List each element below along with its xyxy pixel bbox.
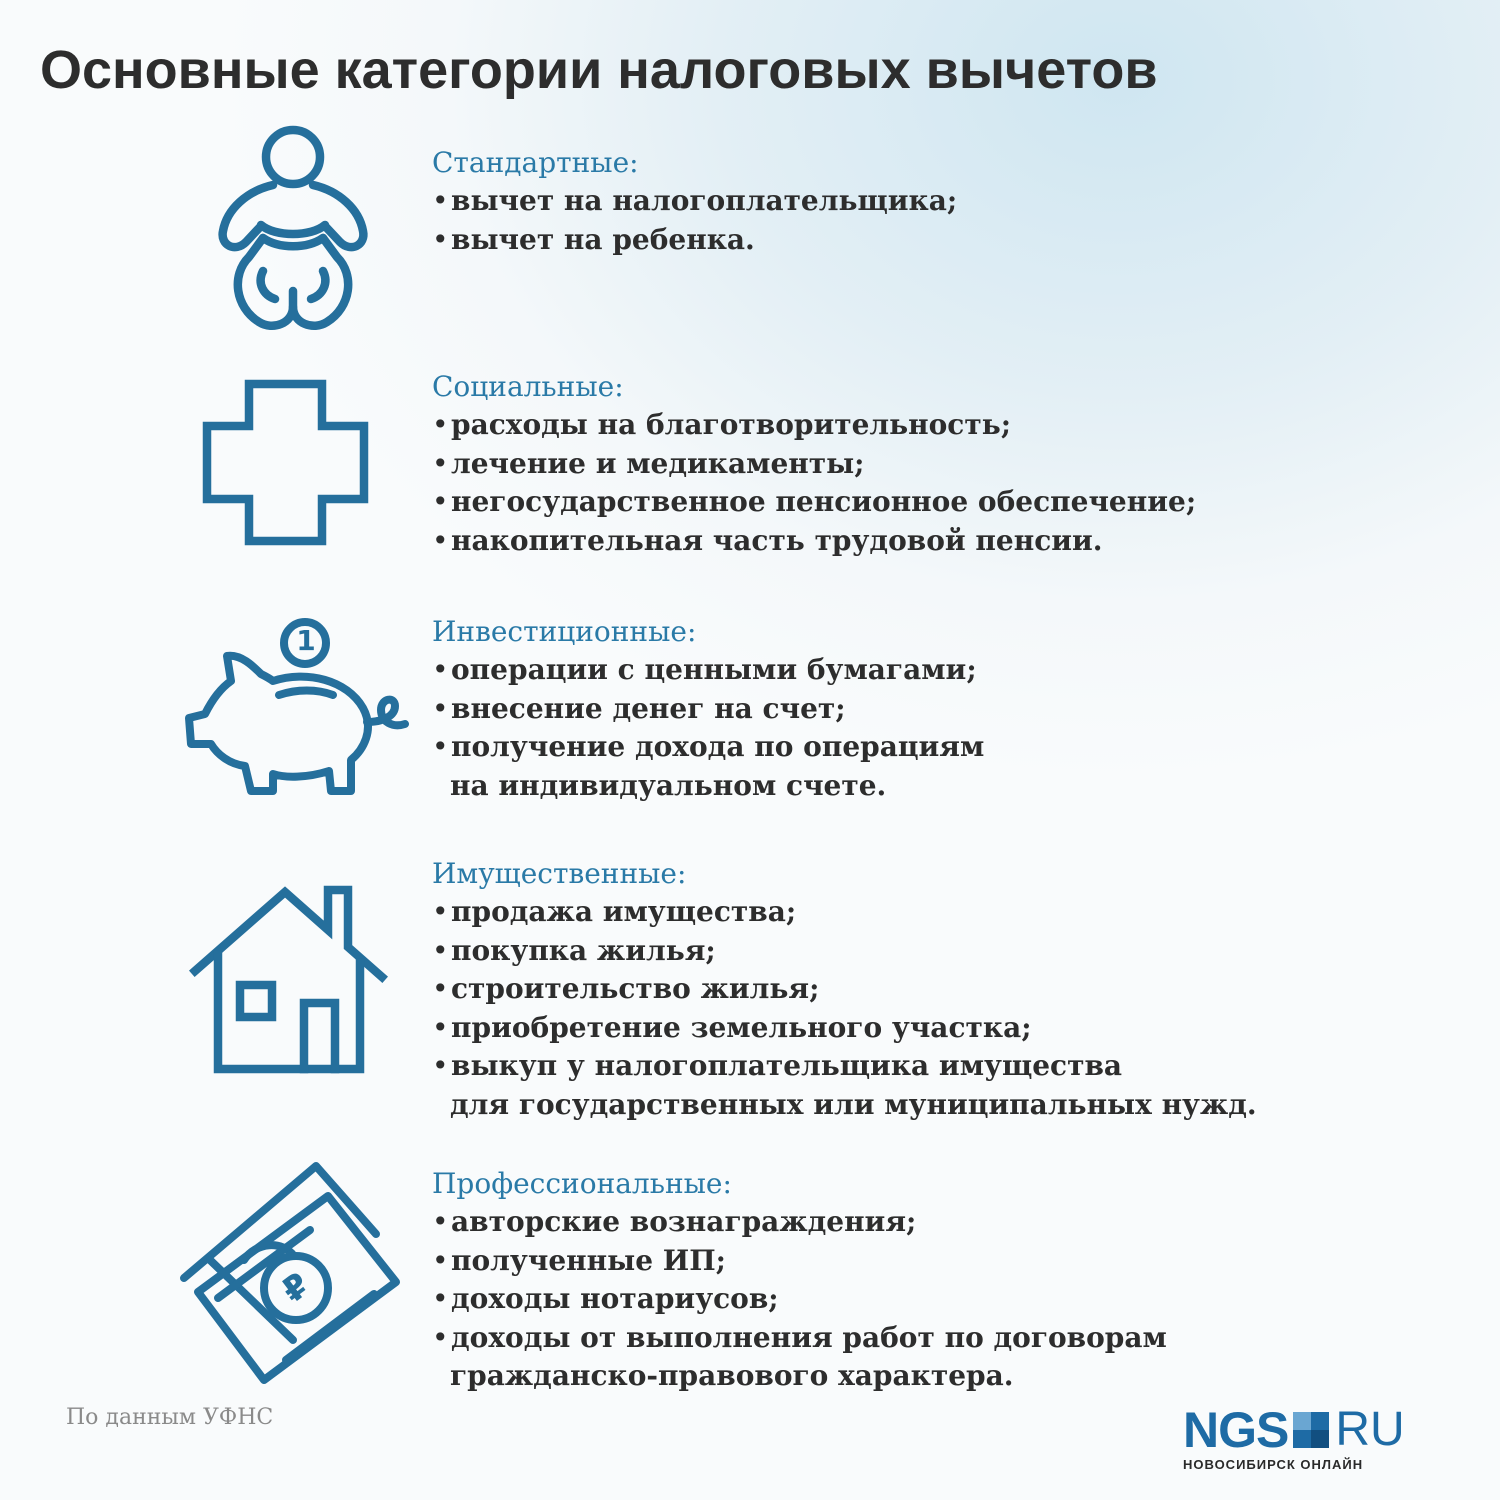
list-item: •вычет на ребенка. <box>432 221 957 260</box>
list-item-continuation: для государственных или муниципальных нужд. <box>450 1087 1257 1121</box>
house-icon <box>190 885 388 1075</box>
list-item: •полученные ИП; <box>432 1242 1167 1281</box>
ngs-logo <box>1183 1402 1405 1472</box>
bullet: • <box>432 933 449 967</box>
list-item-continuation: на индивидуальном счете. <box>450 768 887 802</box>
medical-cross-icon <box>203 380 368 545</box>
section-standard <box>432 144 957 259</box>
source-note: По данным УФНС <box>66 1405 274 1430</box>
section-investment <box>432 613 984 805</box>
list-item: •приобретение земельного участка; <box>432 1009 1257 1048</box>
bullet: • <box>432 972 449 1005</box>
bullet: • <box>432 895 449 928</box>
bullet: • <box>432 730 449 763</box>
logo-ngs-text: NGS <box>1183 1402 1289 1458</box>
bullet: • <box>432 446 449 480</box>
page-title: Основные категории налоговых вычетов <box>40 40 1158 100</box>
bullet: • <box>432 1205 449 1238</box>
list-item: •получение дохода по операциям <box>432 728 984 767</box>
section-heading: Социальные: <box>432 370 624 403</box>
baby-icon <box>215 125 370 330</box>
bullet: • <box>432 408 449 441</box>
bullet: • <box>432 1243 449 1277</box>
list-item-continuation: гражданско-правового характера. <box>450 1359 1014 1392</box>
bullet: • <box>432 485 449 518</box>
logo-tagline: НОВОСИБИРСК ОНЛАЙН <box>1183 1457 1364 1472</box>
bullet: • <box>432 1320 449 1354</box>
list-item: •доходы от выполнения работ по договорам <box>432 1319 1167 1358</box>
logo-square-icon <box>1293 1412 1329 1448</box>
section-heading: Профессиональные: <box>432 1167 732 1200</box>
coin-digit-label: 1 <box>296 624 316 657</box>
bullet: • <box>432 1010 449 1044</box>
list-item: •лечение и медикаменты; <box>432 445 1196 484</box>
list-item: •операции с ценными бумагами; <box>432 651 984 690</box>
section-heading: Имущественные: <box>432 857 687 890</box>
list-item: •расходы на благотворительность; <box>432 406 1196 445</box>
bullet: • <box>432 523 449 557</box>
list-item: •продажа имущества; <box>432 893 1257 932</box>
bullet: • <box>432 1049 449 1082</box>
section-heading: Инвестиционные: <box>432 615 697 648</box>
list-item: •внесение денег на счет; <box>432 690 984 729</box>
bullet: • <box>432 184 449 217</box>
list-item: •вычет на налогоплательщика; <box>432 182 957 221</box>
bullet: • <box>432 1282 449 1315</box>
list-item: •негосударственное пенсионное обеспечение; <box>432 483 1196 522</box>
bullet: • <box>432 222 449 256</box>
list-item: •строительство жилья; <box>432 970 1257 1009</box>
list-item: •накопительная часть трудовой пенсии. <box>432 522 1196 561</box>
ruble-symbol: ₽ <box>274 1264 318 1312</box>
section-heading: Стандартные: <box>432 146 639 179</box>
list-item: •выкуп у налогоплательщика имущества <box>432 1047 1257 1086</box>
section-social <box>432 368 1196 560</box>
list-item: •доходы нотариусов; <box>432 1280 1167 1319</box>
section-property <box>432 855 1257 1124</box>
bullet: • <box>432 691 449 725</box>
list-item: •авторские вознаграждения; <box>432 1203 1167 1242</box>
logo-ru-text: RU <box>1335 1403 1405 1456</box>
bullet: • <box>432 653 449 686</box>
list-item: •покупка жилья; <box>432 932 1257 971</box>
section-professional <box>432 1165 1167 1396</box>
